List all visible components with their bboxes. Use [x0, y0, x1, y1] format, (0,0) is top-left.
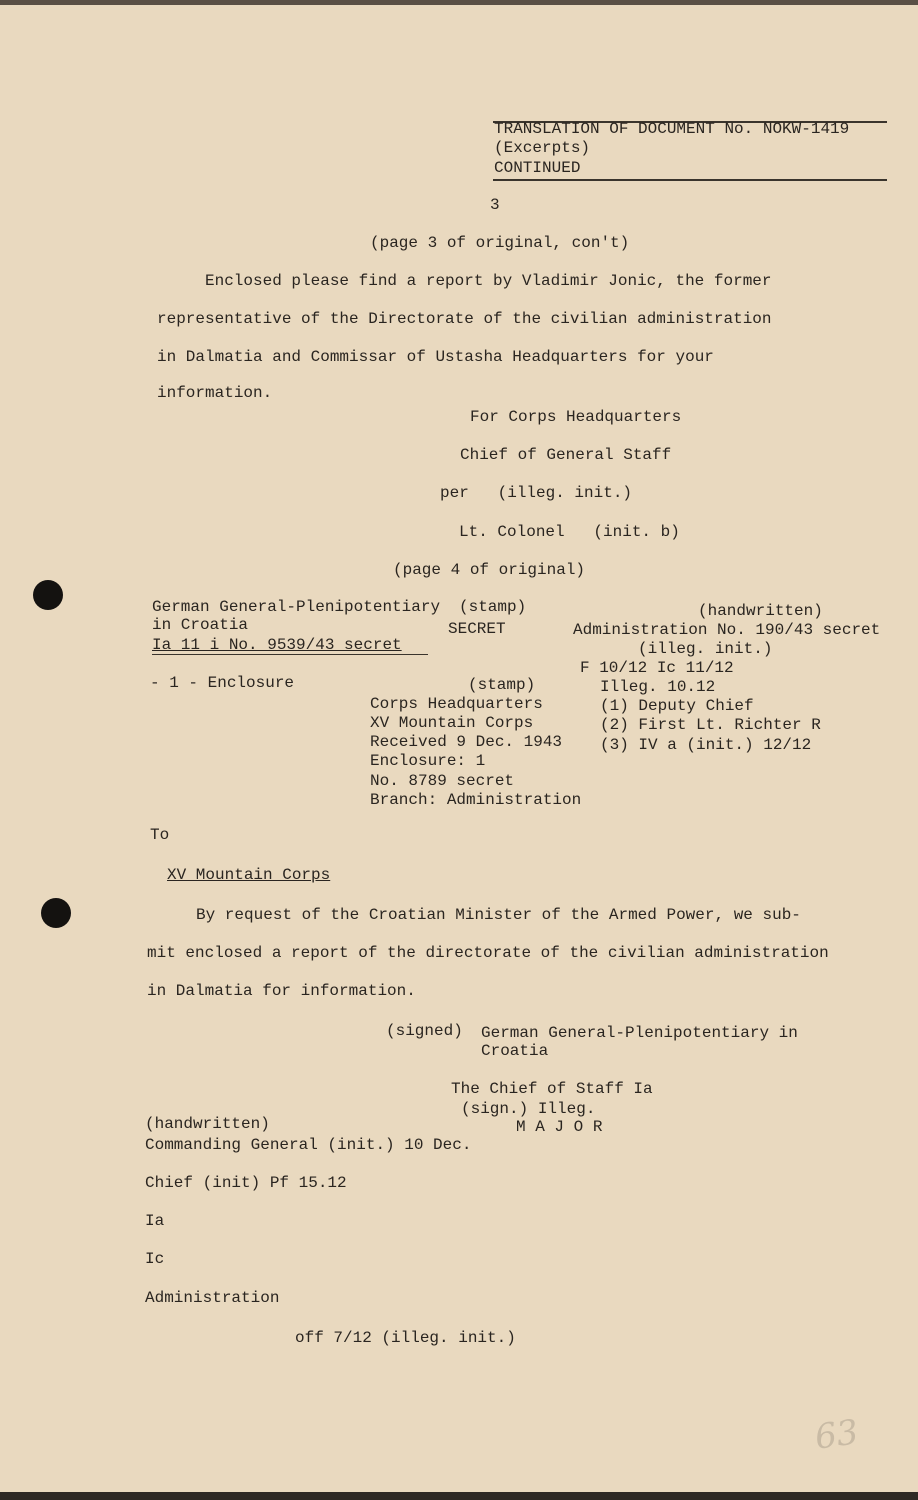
corps-stamp-line: XV Mountain Corps — [370, 714, 534, 732]
signature2-rank: M A J O R — [516, 1118, 603, 1136]
stamp-secret: SECRET — [448, 620, 506, 638]
punch-hole — [41, 898, 71, 928]
signature1-rank: Lt. Colonel (init. b) — [459, 523, 680, 541]
page3-note: (page 3 of original, con't) — [370, 234, 630, 252]
routing-commanding: Commanding General (init.) 10 Dec. — [145, 1136, 472, 1154]
pencil-page-mark: 63 — [812, 1412, 861, 1458]
handwritten-note: Administration No. 190/43 secret — [573, 621, 881, 639]
stamp-label: (stamp) — [459, 598, 527, 616]
handwritten-note: (handwritten) — [698, 602, 823, 620]
letterhead-underline — [152, 654, 428, 655]
signature2-sign: (sign.) Illeg. — [461, 1100, 596, 1118]
body1-line: Enclosed please find a report by Vladimir Jonic, the former — [205, 272, 772, 290]
corps-stamp-line: (stamp) — [468, 676, 536, 694]
body2-line: By request of the Croatian Minister of the Armed Power, we sub- — [196, 906, 801, 924]
corps-stamp-line: Enclosure: 1 — [370, 752, 486, 770]
addressee: XV Mountain Corps — [167, 866, 331, 884]
body1-line: representative of the Directorate of the civilian administration — [157, 310, 772, 328]
body1-line: information. — [157, 384, 273, 402]
letterhead-line: in Croatia — [152, 616, 249, 634]
signature2-chief: The Chief of Staff Ia — [451, 1080, 653, 1098]
letterhead-reference: Ia 11 i No. 9539/43 secret — [152, 636, 402, 654]
signature1-chief: Chief of General Staff — [460, 446, 672, 464]
corps-stamp-line: No. 8789 secret — [370, 772, 515, 790]
enclosure-label: - 1 - Enclosure — [150, 674, 295, 692]
punch-hole — [33, 580, 63, 610]
page-number: 3 — [490, 196, 500, 214]
routing-chief: Chief (init) Pf 15.12 — [145, 1174, 347, 1192]
body1-line: in Dalmatia and Commissar of Ustasha Headquarters for your — [157, 348, 714, 366]
to-label: To — [150, 826, 170, 844]
page4-note: (page 4 of original) — [393, 561, 586, 579]
letterhead-line: German General-Plenipotentiary — [152, 598, 441, 616]
routing-ic: Ic — [145, 1250, 165, 1268]
handwritten-note: F 10/12 Ic 11/12 — [580, 659, 734, 677]
header-bottom-rule — [493, 179, 887, 181]
header-continued: CONTINUED — [494, 159, 581, 177]
signature2-name: German General-Plenipotentiary in — [481, 1024, 798, 1042]
corps-stamp-line: Branch: Administration — [370, 791, 582, 809]
bottom-edge — [0, 1492, 918, 1500]
signature1-per: per (illeg. init.) — [440, 484, 633, 502]
handwritten-note: Illeg. 10.12 — [600, 678, 716, 696]
top-edge — [0, 0, 918, 5]
body2-line: mit enclosed a report of the directorate of the civilian administration — [147, 944, 829, 962]
handwritten-note: (1) Deputy Chief — [600, 697, 754, 715]
corps-stamp-line: Corps Headquarters — [370, 695, 543, 713]
signature2-name: Croatia — [481, 1042, 549, 1060]
header-excerpts: (Excerpts) — [494, 139, 591, 157]
corps-stamp-line: Received 9 Dec. 1943 — [370, 733, 563, 751]
handwritten-note: (illeg. init.) — [638, 640, 773, 658]
routing-admin: Administration — [145, 1289, 280, 1307]
handwritten-note: (2) First Lt. Richter R — [600, 716, 821, 734]
signature1-for: For Corps Headquarters — [470, 408, 682, 426]
routing-off: off 7/12 (illeg. init.) — [295, 1329, 516, 1347]
routing-ia: Ia — [145, 1212, 165, 1230]
header-title: TRANSLATION OF DOCUMENT No. NOKW-1419 — [494, 120, 850, 138]
signed-label: (signed) — [386, 1022, 463, 1040]
routing-handwritten: (handwritten) — [145, 1115, 270, 1133]
handwritten-note: (3) IV a (init.) 12/12 — [600, 736, 812, 754]
body2-line: in Dalmatia for information. — [147, 982, 416, 1000]
